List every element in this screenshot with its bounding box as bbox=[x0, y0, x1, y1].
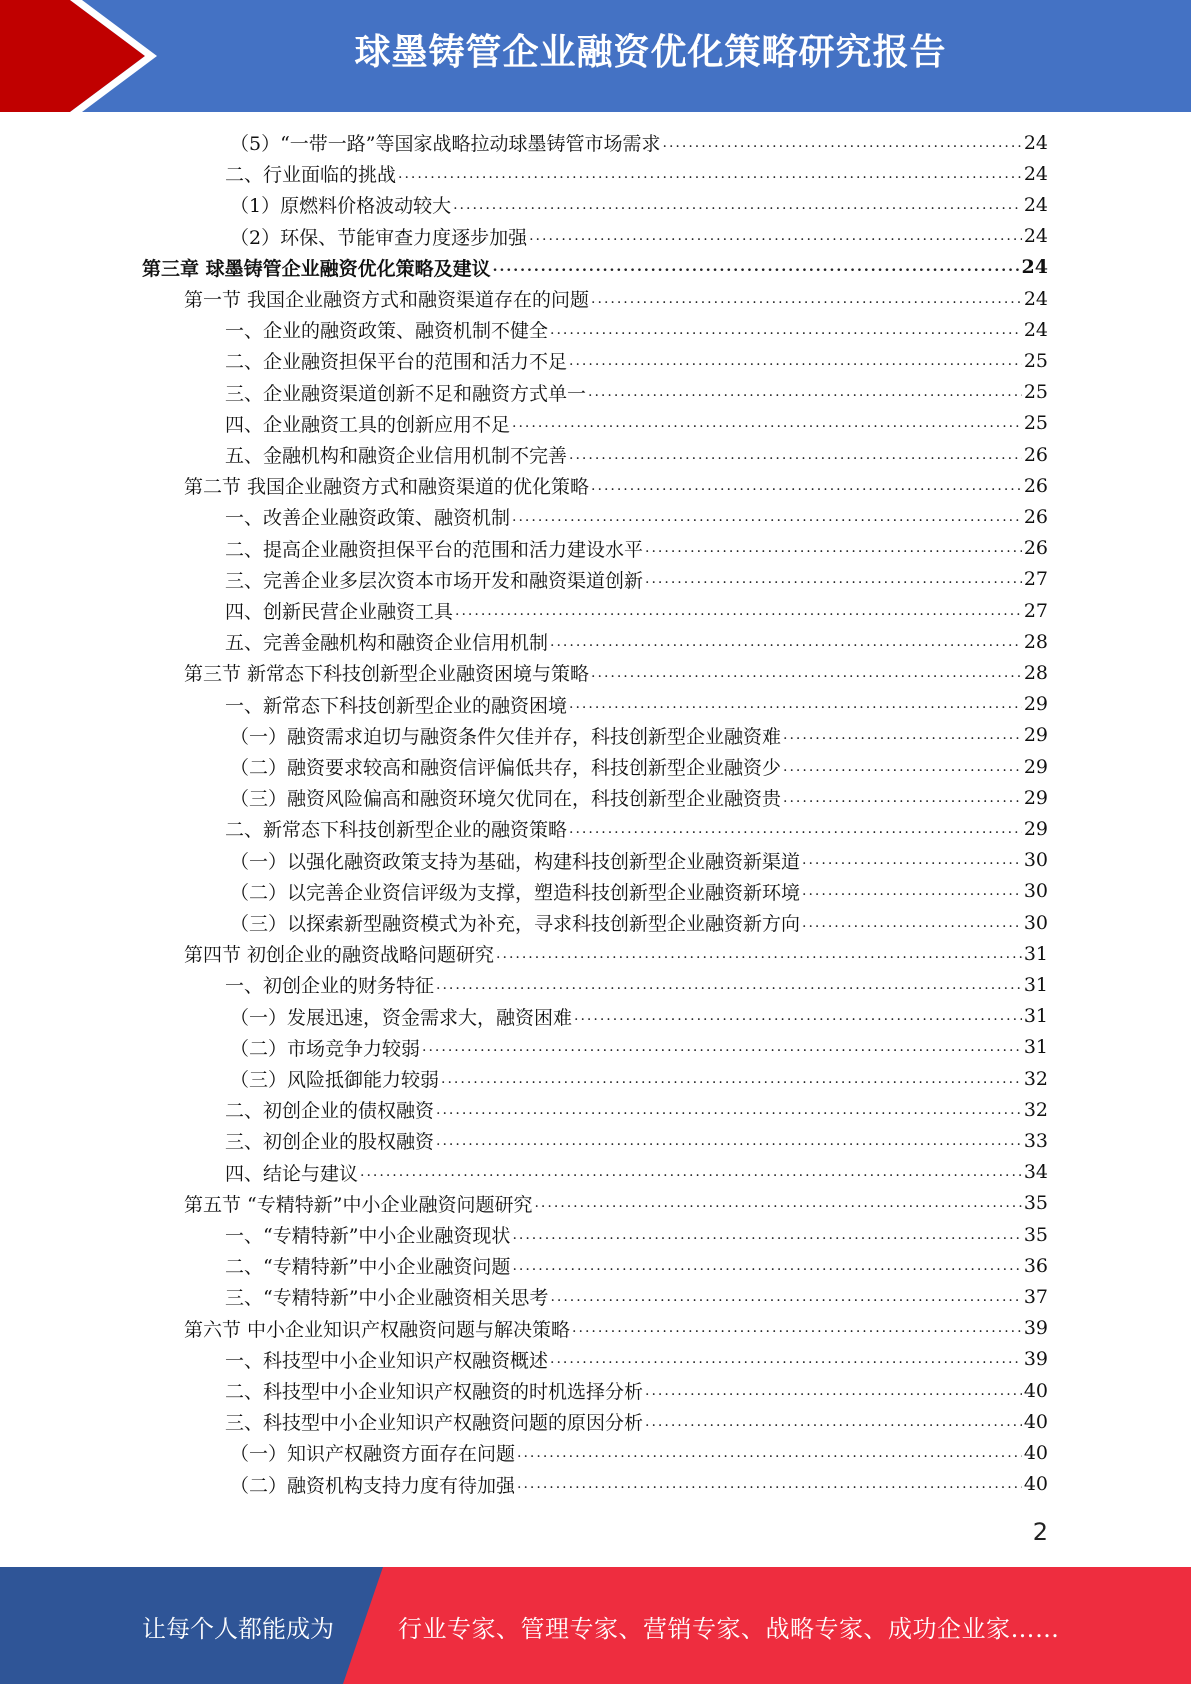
toc-entry-page: 33 bbox=[1023, 1129, 1048, 1152]
toc-entry[interactable] bbox=[230, 845, 1048, 876]
toc-entry-label: 第五节 “专精特新”中小企业融资问题研究 bbox=[184, 1193, 533, 1216]
toc-entry-label: （一）知识产权融资方面存在问题 bbox=[230, 1443, 516, 1466]
toc-entry-page: 26 bbox=[1023, 443, 1048, 466]
toc-entry-label: 二、提高企业融资担保平台的范围和活力建设水平 bbox=[225, 538, 644, 561]
toc-entry[interactable] bbox=[225, 1250, 1048, 1281]
toc-leader-dots bbox=[569, 819, 1022, 839]
toc-entry-label: （一）融资需求迫切与融资条件欠佳并存，科技创新型企业融资难 bbox=[230, 725, 782, 748]
toc-leader-dots bbox=[534, 1193, 1021, 1213]
document-title: 球墨铸管企业融资优化策略研究报告 bbox=[354, 32, 947, 73]
toc-leader-dots bbox=[436, 975, 1022, 995]
toc-leader-dots bbox=[591, 289, 1022, 309]
toc-entry-page: 31 bbox=[1023, 1005, 1048, 1028]
toc-entry-page: 39 bbox=[1023, 1348, 1048, 1371]
page-header bbox=[0, 0, 1191, 112]
toc-entry-label: 第六节 中小企业知识产权融资问题与解决策略 bbox=[184, 1318, 571, 1341]
toc-entry-page: 29 bbox=[1023, 786, 1048, 809]
toc-leader-dots bbox=[496, 944, 1022, 964]
toc-leader-dots bbox=[398, 164, 1022, 184]
toc-entry-page: 24 bbox=[1023, 287, 1048, 310]
toc-entry[interactable] bbox=[225, 158, 1048, 189]
toc-entry-label: 五、完善金融机构和融资企业信用机制 bbox=[225, 632, 549, 655]
toc-entry-page: 40 bbox=[1023, 1441, 1048, 1464]
footer-slogan-right: 行业专家、管理专家、营销专家、战略专家、成功企业家…… bbox=[398, 1615, 1060, 1643]
toc-entry[interactable] bbox=[184, 1188, 1048, 1219]
toc-entry[interactable] bbox=[230, 1001, 1048, 1032]
toc-leader-dots bbox=[802, 913, 1022, 933]
toc-leader-dots bbox=[441, 1069, 1022, 1089]
toc-entry[interactable] bbox=[225, 1125, 1048, 1156]
toc-entry-label: 一、“专精特新”中小企业融资现状 bbox=[225, 1225, 511, 1247]
toc-entry-page: 24 bbox=[1023, 131, 1048, 154]
toc-leader-dots bbox=[517, 1443, 1022, 1463]
toc-entry-page: 25 bbox=[1023, 412, 1048, 435]
toc-entry[interactable] bbox=[184, 657, 1048, 688]
toc-entry-label: 第二节 我国企业融资方式和融资渠道的优化策略 bbox=[184, 476, 590, 499]
toc-entry[interactable] bbox=[225, 1406, 1048, 1437]
toc-entry[interactable] bbox=[225, 564, 1048, 595]
footer-slogan-left: 让每个人都能成为 bbox=[142, 1615, 334, 1643]
toc-leader-dots bbox=[574, 1006, 1022, 1026]
toc-entry-page: 32 bbox=[1023, 1067, 1048, 1090]
toc-leader-dots bbox=[783, 725, 1022, 745]
toc-entry[interactable] bbox=[230, 751, 1048, 782]
toc-entry[interactable] bbox=[230, 782, 1048, 813]
toc-entry[interactable] bbox=[230, 907, 1048, 938]
toc-entry[interactable] bbox=[225, 595, 1048, 626]
toc-entry-label: 四、创新民营企业融资工具 bbox=[225, 601, 454, 623]
toc-entry[interactable] bbox=[225, 345, 1048, 376]
toc-entry-page: 26 bbox=[1023, 537, 1048, 560]
toc-leader-dots bbox=[783, 788, 1022, 808]
toc-entry-page: 24 bbox=[1023, 193, 1048, 216]
toc-entry-label: 四、企业融资工具的创新应用不足 bbox=[225, 413, 511, 436]
toc-entry[interactable] bbox=[225, 314, 1048, 345]
toc-entry-page: 25 bbox=[1023, 381, 1048, 404]
toc-entry-page: 29 bbox=[1023, 755, 1048, 778]
toc-entry-label: 一、初创企业的财务特征 bbox=[225, 975, 435, 998]
toc-leader-dots bbox=[802, 850, 1022, 870]
toc-entry-label: （二）融资机构支持力度有待加强 bbox=[230, 1474, 516, 1497]
toc-entry-label: 一、科技型中小企业知识产权融资概述 bbox=[225, 1349, 549, 1372]
toc-entry-label: 第一节 我国企业融资方式和融资渠道存在的问题 bbox=[184, 289, 590, 311]
toc-entry[interactable] bbox=[225, 813, 1048, 844]
toc-entry-label: （2）环保、节能审查力度逐步加强 bbox=[230, 226, 528, 249]
toc-entry[interactable] bbox=[230, 1063, 1048, 1094]
toc-leader-dots bbox=[436, 1131, 1022, 1151]
toc-entry-label: 二、行业面临的挑战 bbox=[225, 164, 397, 187]
toc-entry-page: 30 bbox=[1023, 880, 1048, 903]
toc-entry-label: （二）融资要求较高和融资信评偏低共存，科技创新型企业融资少 bbox=[230, 757, 782, 779]
toc-entry-page: 29 bbox=[1023, 724, 1048, 747]
toc-leader-dots bbox=[645, 1381, 1022, 1401]
toc-leader-dots bbox=[453, 195, 1022, 215]
toc-leader-dots bbox=[550, 1287, 1021, 1307]
toc-leader-dots bbox=[360, 1162, 1022, 1182]
toc-entry[interactable] bbox=[230, 720, 1048, 751]
toc-entry-label: （二）以完善企业资信评级为支撑，塑造科技创新型企业融资新环境 bbox=[230, 881, 801, 904]
toc-leader-dots bbox=[572, 1318, 1022, 1338]
toc-entry-label: （一）发展迅速，资金需求大，融资困难 bbox=[230, 1006, 573, 1029]
toc-entry[interactable] bbox=[225, 689, 1048, 720]
toc-entry-label: 第三章 球墨铸管企业融资优化策略及建议 bbox=[142, 257, 491, 280]
toc-entry-label: 一、企业的融资政策、融资机制不健全 bbox=[225, 320, 549, 343]
toc-entry-label: 三、企业融资渠道创新不足和融资方式单一 bbox=[225, 382, 587, 405]
toc-entry-label: 第三节 新常态下科技创新型企业融资困境与策略 bbox=[184, 663, 590, 686]
toc-leader-dots bbox=[645, 1412, 1022, 1432]
toc-entry[interactable] bbox=[225, 501, 1048, 532]
toc-entry[interactable] bbox=[225, 408, 1048, 439]
toc-entry-label: （三）风险抵御能力较弱 bbox=[230, 1069, 440, 1091]
toc-entry-page: 34 bbox=[1023, 1161, 1048, 1184]
toc-entry-page: 26 bbox=[1023, 505, 1048, 528]
toc-entry[interactable] bbox=[142, 252, 1048, 283]
toc-entry-page: 31 bbox=[1023, 973, 1048, 996]
toc-entry[interactable] bbox=[230, 127, 1048, 158]
toc-leader-dots bbox=[645, 538, 1022, 558]
toc-entry-page: 31 bbox=[1023, 1036, 1048, 1059]
toc-leader-dots bbox=[588, 382, 1022, 402]
toc-entry-label: 二、新常态下科技创新型企业的融资策略 bbox=[225, 819, 568, 842]
toc-entry-page: 40 bbox=[1023, 1379, 1048, 1402]
toc-leader-dots bbox=[436, 1100, 1022, 1120]
toc-entry-label: 三、完善企业多层次资本市场开发和融资渠道创新 bbox=[225, 569, 644, 592]
toc-entry[interactable] bbox=[230, 189, 1048, 220]
toc-entry-page: 36 bbox=[1023, 1254, 1048, 1277]
toc-entry-page: 30 bbox=[1023, 849, 1048, 872]
toc-entry-label: 二、初创企业的债权融资 bbox=[225, 1100, 435, 1123]
toc-entry[interactable] bbox=[225, 969, 1048, 1000]
toc-entry[interactable] bbox=[184, 938, 1048, 969]
toc-entry-page: 27 bbox=[1023, 568, 1048, 591]
toc-leader-dots bbox=[422, 1037, 1022, 1057]
toc-entry-label: 一、新常态下科技创新型企业的融资困境 bbox=[225, 694, 568, 717]
toc-entry-page: 32 bbox=[1023, 1098, 1048, 1121]
toc-entry[interactable] bbox=[225, 1157, 1048, 1188]
toc-entry[interactable] bbox=[225, 533, 1048, 564]
toc-leader-dots bbox=[663, 133, 1022, 153]
toc-entry[interactable] bbox=[225, 1219, 1048, 1250]
toc-entry-page: 28 bbox=[1023, 630, 1048, 653]
toc-entry-label: （二）市场竞争力较弱 bbox=[230, 1037, 421, 1060]
toc-entry-label: 二、企业融资担保平台的范围和活力不足 bbox=[225, 351, 568, 374]
toc-entry[interactable] bbox=[184, 283, 1048, 314]
toc-entry[interactable] bbox=[225, 439, 1048, 470]
toc-entry-page: 40 bbox=[1023, 1410, 1048, 1433]
toc-entry-page: 30 bbox=[1023, 911, 1048, 934]
toc-entry-label: 三、“专精特新”中小企业融资相关思考 bbox=[225, 1287, 549, 1310]
toc-entry[interactable] bbox=[225, 626, 1048, 657]
toc-entry-page: 28 bbox=[1023, 661, 1048, 684]
toc-entry-page: 29 bbox=[1023, 693, 1048, 716]
toc-entry[interactable] bbox=[184, 470, 1048, 501]
toc-leader-dots bbox=[591, 476, 1022, 496]
toc-entry-page: 35 bbox=[1023, 1192, 1048, 1215]
toc-entry-label: 二、科技型中小企业知识产权融资的时机选择分析 bbox=[225, 1381, 644, 1403]
toc-entry-page: 26 bbox=[1023, 474, 1048, 497]
toc-entry-label: 二、“专精特新”中小企业融资问题 bbox=[225, 1256, 511, 1279]
toc-entry[interactable] bbox=[230, 1032, 1048, 1063]
toc-leader-dots bbox=[569, 445, 1022, 465]
toc-entry-page: 24 bbox=[1023, 225, 1048, 248]
toc-leader-dots bbox=[569, 694, 1022, 714]
toc-entry-page: 29 bbox=[1023, 817, 1048, 840]
toc-entry-page: 35 bbox=[1023, 1223, 1048, 1246]
toc-entry[interactable] bbox=[230, 876, 1048, 907]
header-red-arrow bbox=[0, 0, 145, 112]
toc-entry-page: 31 bbox=[1023, 942, 1048, 965]
toc-leader-dots bbox=[455, 601, 1022, 621]
toc-leader-dots bbox=[550, 1349, 1022, 1369]
toc-entry-label: 五、金融机构和融资企业信用机制不完善 bbox=[225, 445, 568, 467]
toc-leader-dots bbox=[550, 320, 1022, 340]
toc-leader-dots bbox=[493, 257, 1020, 277]
toc-entry-label: （三）以探索新型融资模式为补充，寻求科技创新型企业融资新方向 bbox=[230, 913, 801, 935]
toc-entry-page: 24 bbox=[1023, 162, 1048, 185]
toc-entry[interactable] bbox=[225, 377, 1048, 408]
toc-entry[interactable] bbox=[230, 1469, 1048, 1500]
toc-leader-dots bbox=[512, 413, 1022, 433]
toc-entry-page: 25 bbox=[1023, 349, 1048, 372]
toc-leader-dots bbox=[512, 1256, 1021, 1276]
toc-entry[interactable] bbox=[230, 1437, 1048, 1468]
toc-entry[interactable] bbox=[230, 221, 1048, 252]
toc-leader-dots bbox=[512, 507, 1022, 527]
toc-leader-dots bbox=[783, 757, 1022, 777]
toc-leader-dots bbox=[550, 632, 1022, 652]
toc-entry-label: 第四节 初创企业的融资战略问题研究 bbox=[184, 944, 495, 967]
toc-entry-page: 40 bbox=[1023, 1473, 1048, 1496]
toc-entry-page: 24 bbox=[1021, 256, 1048, 279]
toc-entry-page: 24 bbox=[1023, 318, 1048, 341]
toc-leader-dots bbox=[512, 1225, 1021, 1245]
toc-entry-label: 四、结论与建议 bbox=[225, 1162, 359, 1185]
toc-entry-label: 三、初创企业的股权融资 bbox=[225, 1131, 435, 1154]
toc-entry[interactable] bbox=[225, 1281, 1048, 1312]
toc-entry-page: 37 bbox=[1023, 1285, 1048, 1308]
toc-leader-dots bbox=[802, 881, 1022, 901]
toc-leader-dots bbox=[569, 351, 1022, 371]
toc-leader-dots bbox=[591, 663, 1022, 683]
page-number: 2 bbox=[1032, 1518, 1048, 1546]
page-footer bbox=[0, 1567, 1191, 1684]
toc-entry-label: （一）以强化融资政策支持为基础，构建科技创新型企业融资新渠道 bbox=[230, 850, 801, 873]
toc-leader-dots bbox=[529, 226, 1022, 246]
toc-leader-dots bbox=[645, 569, 1022, 589]
toc-entry-label: （1）原燃料价格波动较大 bbox=[230, 195, 452, 218]
toc-entry[interactable] bbox=[184, 1313, 1048, 1344]
toc-entry-label: 一、改善企业融资政策、融资机制 bbox=[225, 507, 511, 530]
toc-entry[interactable] bbox=[225, 1094, 1048, 1125]
toc-entry-label: （三）融资风险偏高和融资环境欠优同在，科技创新型企业融资贵 bbox=[230, 788, 782, 811]
toc-leader-dots bbox=[517, 1474, 1022, 1494]
toc-entry-page: 27 bbox=[1023, 599, 1048, 622]
toc-entry-label: （5）“一带一路”等国家战略拉动球墨铸管市场需求 bbox=[230, 133, 661, 155]
toc-entry-page: 39 bbox=[1023, 1317, 1048, 1340]
toc-entry[interactable] bbox=[225, 1375, 1048, 1406]
toc-entry-label: 三、科技型中小企业知识产权融资问题的原因分析 bbox=[225, 1412, 644, 1435]
toc-entry[interactable] bbox=[225, 1344, 1048, 1375]
